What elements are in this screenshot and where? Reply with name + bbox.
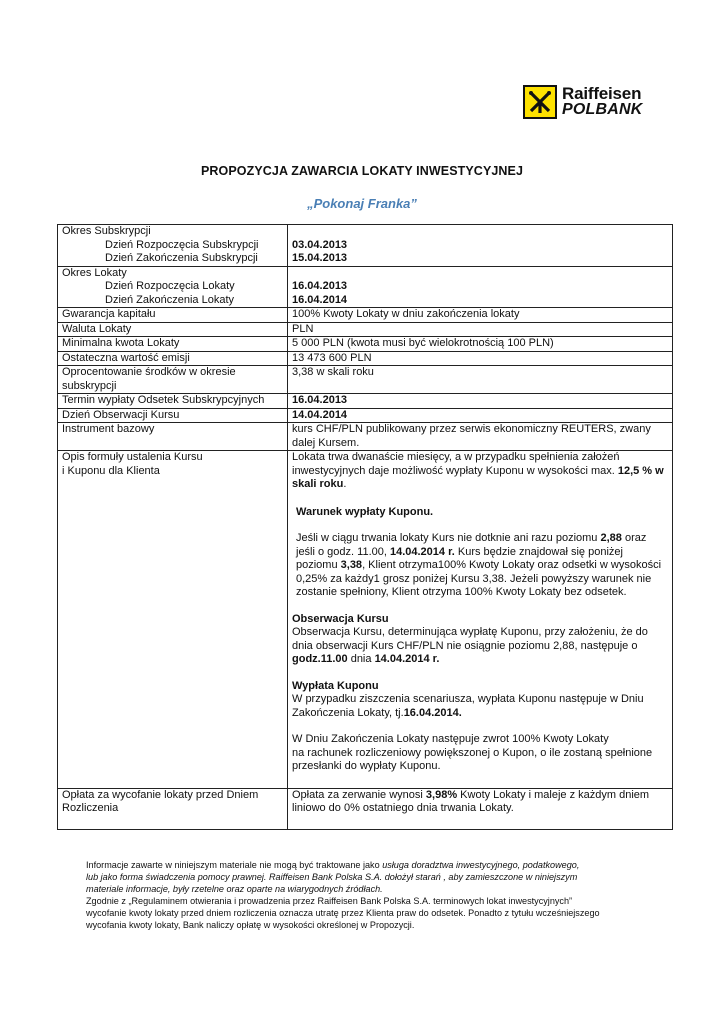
table-row: [58, 322, 673, 337]
row-value: 15.04.2013: [292, 252, 348, 264]
row-value: kurs CHF/PLN publikowany przez serwis ekonomiczny REUTERS, zwany dalej Kursem.: [288, 423, 673, 451]
row-value: 16.04.2013: [292, 394, 348, 406]
table-row: [58, 394, 673, 409]
table-row: [58, 351, 673, 366]
row-label: Opłata za wycofanie lokaty przed Dniem Rozliczenia: [58, 788, 288, 829]
row-label: Dzień Rozpoczęcia Lokaty: [105, 280, 235, 292]
row-value: PLN: [288, 322, 673, 337]
payout-heading: Wypłata Kuponu: [292, 679, 379, 692]
observation-text: Obserwacja Kursu, determinująca wypłatę Kuponu, przy założeniu, że do dnia obserwacji Kurs CHF/PLN nie osiągnie poziomu 2,88, następuje o godz.11.00 dnia 14.04.2014 r.: [292, 626, 648, 665]
row-label: i Kuponu dla Klienta: [62, 464, 160, 477]
document-title: PROPOZYCJA ZAWARCIA LOKATY INWESTYCYJNEJ: [200, 164, 524, 178]
row-label: Ostateczna wartość emisji: [58, 351, 288, 366]
row-value: 16.04.2014: [292, 293, 348, 306]
disclaimer-notes: [86, 859, 686, 931]
note-line: wycofanie kwoty lokaty przed dniem rozliczenia oznacza utratę przez Klienta praw do odsetek. Ponadto z tytułu wcześniejszego: [86, 908, 600, 918]
terms-table: [57, 224, 673, 830]
note-line: wycofania kwoty lokaty, Bank naliczy opłatę w wysokości określonej w Propozycji.: [86, 920, 415, 930]
payout-text: W przypadku ziszczenia scenariusza, wypłata Kuponu następuje w Dniu Zakończenia Lokaty, tj.16.04.2014.: [292, 693, 644, 719]
row-label: Gwarancja kapitału: [58, 308, 288, 323]
note-line: materiale informacje, były rzetelne oraz oparte na wiarygodnych źródłach.: [86, 884, 383, 894]
table-row: [58, 366, 673, 394]
row-value: 5 000 PLN (kwota musi być wielokrotnością 100 PLN): [288, 337, 673, 352]
table-row: [58, 337, 673, 352]
row-label: Dzień Zakończenia Lokaty: [105, 293, 235, 306]
row-value: 03.04.2013: [292, 238, 348, 251]
coupon-condition-text: Jeśli w ciągu trwania lokaty Kurs nie dotknie ani razu poziomu 2,88 oraz jeśli o godz. 11.00, 14.04.2014 r. Kurs będzie znajdował się poniżej poziomu 3,38, Klient otrzyma100% Kwoty Lokaty oraz odsetki w wysokości 0,25% za każdy1 grosz poniżej Kursu 3,38. Jeżeli powyższy warunek nie zostanie spełniony, Klient otrzyma 100% Kwoty Lokaty bez odsetek.: [296, 532, 662, 598]
row-label: Instrument bazowy: [58, 423, 288, 451]
refund-text: W Dniu Zakończenia Lokaty następuje zwrot 100% Kwoty Lokaty na rachunek rozliczeniowy powiększonej o Kupon, o ile zostaną spełnione przesłanki do wypłaty Kuponu.: [292, 733, 653, 772]
row-label: Dzień Rozpoczęcia Subskrypcji: [105, 238, 259, 251]
table-row: [58, 308, 673, 323]
row-label: Okres Lokaty: [62, 266, 127, 279]
table-row: [58, 788, 673, 829]
table-row: [58, 451, 673, 789]
row-label: Dzień Zakończenia Subskrypcji: [105, 252, 258, 264]
row-value: 14.04.2014: [292, 408, 348, 421]
logo-line2: POLBANK: [562, 101, 643, 118]
table-row: [58, 423, 673, 451]
note-line: lub jako forma świadczenia pomocy prawnej. Raiffeisen Bank Polska S.A. dołożył starań , aby zamieszczone w niniejszym: [86, 872, 578, 882]
table-row: [58, 408, 673, 423]
coupon-condition-heading: Warunek wypłaty Kuponu.: [296, 505, 434, 518]
row-value: 13 473 600 PLN: [288, 351, 673, 366]
row-label: Oprocentowanie środków w okresie subskrypcji: [58, 366, 288, 394]
row-value: 3,38 w skali roku: [288, 366, 673, 394]
row-value: Opłata za zerwanie wynosi 3,98% Kwoty Lokaty i maleje z każdym dniem liniowo do 0% ostatniego dnia trwania Lokaty.: [288, 788, 673, 829]
row-label: Opis formuły ustalenia Kursu: [62, 451, 203, 463]
raiffeisen-gable-cross-icon: [523, 85, 557, 119]
row-value: 100% Kwoty Lokaty w dniu zakończenia lokaty: [288, 308, 673, 323]
formula-intro: Lokata trwa dwanaście miesięcy, a w przypadku spełnienia założeń inwestycyjnych daje możliwość wypłaty Kuponu w wysokości max. 12,5 % w skali roku.: [292, 451, 664, 490]
observation-heading: Obserwacja Kursu: [292, 612, 389, 625]
table-row: [58, 266, 673, 308]
row-label: Minimalna kwota Lokaty: [58, 337, 288, 352]
logo-line1: Raiffeisen: [562, 84, 642, 103]
row-label: Okres Subskrypcji: [62, 225, 151, 237]
row-label: Waluta Lokaty: [58, 322, 288, 337]
row-value: 16.04.2013: [292, 280, 348, 292]
note-line: Informacje zawarte w niniejszym materiale nie mogą być traktowane jako usługa doradztwa inwestycyjnego, podatkowego,: [86, 860, 580, 870]
note-line: Zgodnie z „Regulaminem otwierania i prowadzenia przez Raiffeisen Bank Polska S.A. terminowych lokat inwestycyjnych”: [86, 896, 573, 906]
logo-wordmark: [562, 86, 643, 118]
row-label: Dzień Obserwacji Kursu: [58, 408, 288, 423]
formula-description: [288, 451, 673, 789]
bank-logo: [523, 84, 643, 120]
product-name: „Pokonaj Franka”: [307, 196, 417, 211]
row-label: Termin wypłaty Odsetek Subskrypcyjnych: [58, 394, 288, 409]
table-row: [58, 225, 673, 267]
